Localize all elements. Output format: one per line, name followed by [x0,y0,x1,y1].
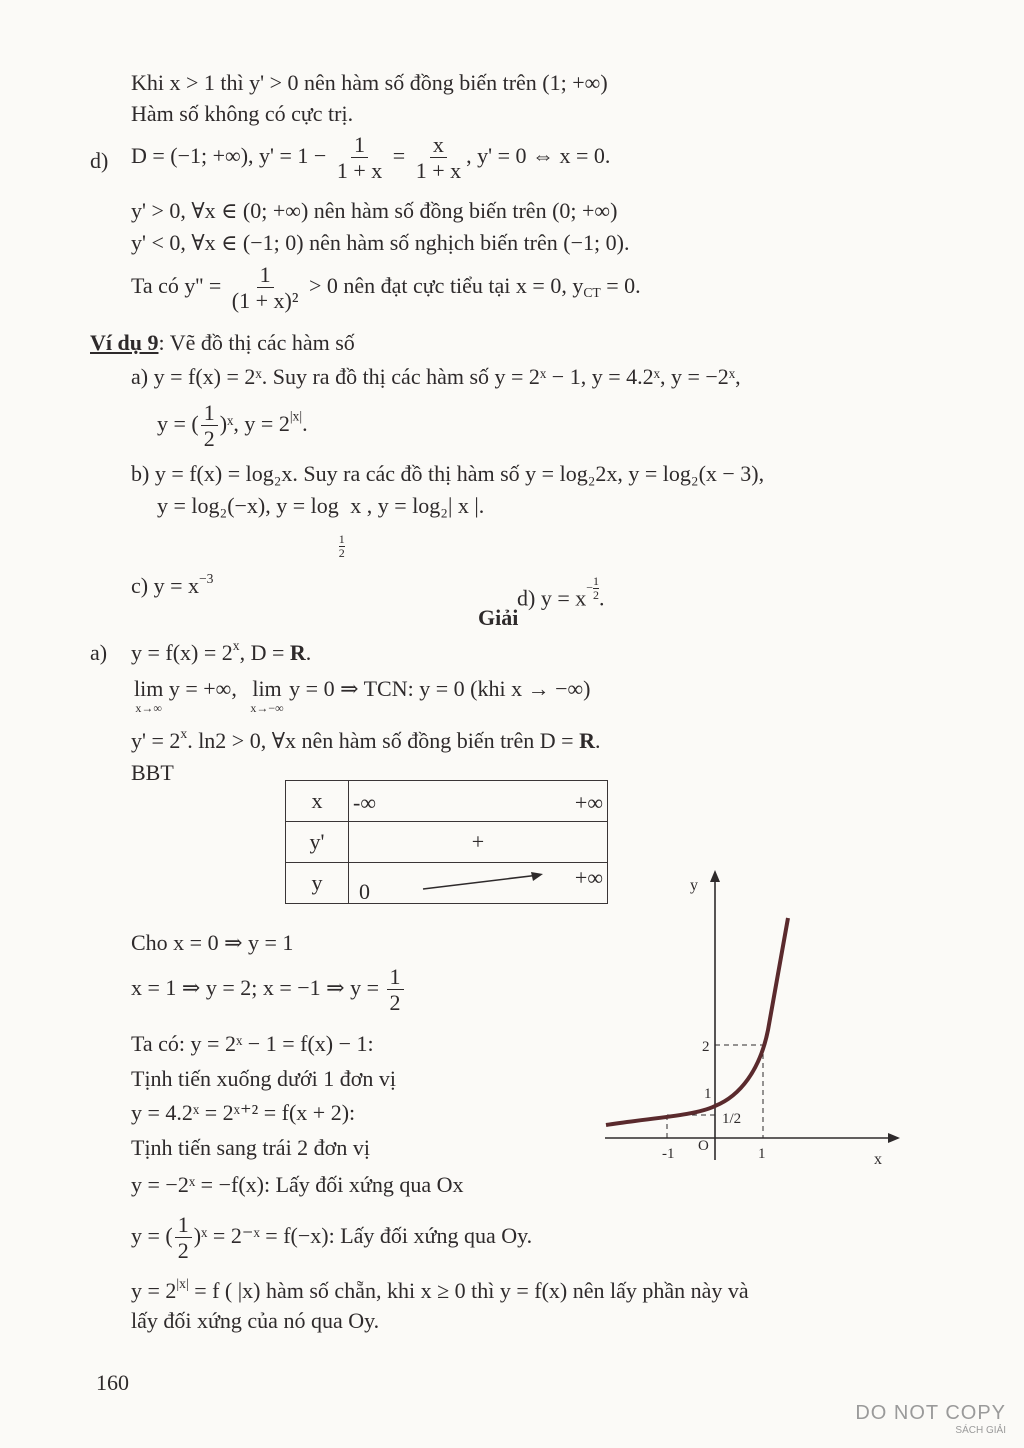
text-line: x = 1 ⇒ y = 2; x = −1 ⇒ y = $\frac{1}{2}$ [131,964,406,1016]
tick-y-2: 2 [702,1039,710,1055]
text-line: a) y = f(x) = 2ˣ. Suy ra đồ thị các hàm số y = 2ˣ − 1, y = 4.2ˣ, y = −2ˣ, [131,364,741,389]
row-x-values: -∞ +∞ [349,781,608,822]
fraction: $\frac{x}{1 + x}$ [415,132,462,184]
row-header-y: y [286,863,349,904]
text-line: Khi x > 1 thì y' > 0 nên hàm số đồng biến trên (1; +∞) [131,70,608,95]
row-header-yprime: y' [286,822,349,863]
text-line: lấy đối xứng của nó qua Oy. [131,1308,380,1333]
text-line: Tịnh tiến xuống dưới 1 đơn vị [131,1066,396,1091]
x-axis-label: x [874,1151,882,1168]
row-header-x: x [286,781,349,822]
tick-half: 1/2 [722,1111,742,1127]
text-line: y' > 0, ∀x ∈ (0; +∞) nên hàm số đồng biến trên (0; +∞) [131,198,618,223]
text-line: Tịnh tiến sang trái 2 đơn vị [131,1135,370,1160]
fraction: $\frac{1}{\text{(1 + x)²}}$ [231,262,299,314]
page-number: 160 [96,1370,129,1395]
fraction: $\frac{1}{1 + x}$ [336,132,383,184]
text-line: c) $y = x^{-3}$ [131,570,214,598]
text-line: d) y = x− $\frac{1}{2}$ . [517,574,605,611]
limit-line: lim x→∞ y = +∞, lim x→−∞ y = 0 ⇒ TCN: y = 0 (khi x → −∞) [134,676,591,715]
solution-heading: Giải [478,605,519,630]
variation-table [285,780,608,904]
tick-x-neg1: -1 [662,1146,675,1162]
text-line: y = ( $\frac{1}{2}$ )ˣ, $y = 2^{|x|}$. [157,400,308,452]
tick-y-1: 1 [704,1086,712,1102]
text-line: y' < 0, ∀x ∈ (−1; 0) nên hàm số nghịch biến trên (−1; 0). [131,230,630,255]
text-line: b) y = f(x) = log₂x. Suy ra các đồ thị hàm số y = log₂2x, y = log₂(x − 3), [131,461,765,486]
row-y-values: 0 +∞ [349,863,608,904]
y-axis-label: y [690,877,698,894]
tick-x-1: 1 [758,1146,766,1162]
derivative-line: D = (−1; +∞), y' = 1 − $\frac{1}{1 + x}$ = $\frac{x}{1 + x}$ , y' = 0 ⇔ x = 0. [131,132,611,184]
exponential-graph [600,860,910,1170]
exponential-curve [606,918,788,1125]
text-line: Ta có: y = 2ˣ − 1 = f(x) − 1: [131,1031,374,1056]
text-line: Hàm số không có cực trị. [131,101,354,126]
text-line: $y' = 2^x$. ln2 > 0, ∀x nên hàm số đồng biến trên D = R. [131,725,601,753]
item-label: d) [90,148,109,173]
item-label: a) [90,640,108,665]
increasing-arrow-icon [419,867,549,893]
second-derivative-line: Ta có y'' = $\frac{1}{\text{(1 + x)²}}$ > 0 nên đạt cực tiểu tại x = 0, $y_{CT} = 0$. [131,262,641,314]
row-yprime-sign: + [349,822,608,863]
text-line: y = ( $\frac{1}{2}$ )ˣ = 2⁻ˣ = f(−x): Lấy đối xứng qua Oy. [131,1212,533,1264]
text-line: y = 4.2ˣ = 2ˣ⁺² = f(x + 2): [131,1100,356,1125]
watermark-logo: DO NOT COPY SÁCH GIẢI [855,1402,1006,1436]
bbt-label: BBT [131,760,174,785]
text-line: $y = f(x) = 2^x$, D = R. [131,637,312,665]
origin-label: O [698,1138,709,1154]
example-title: Ví dụ 9: Vẽ đồ thị các hàm số [90,330,355,355]
text-line: $y = 2^{|x|} = f$ ( |x) hàm số chẵn, khi x ≥ 0 thì y = f(x) nên lấy phần này và [131,1275,749,1303]
text-line: Cho x = 0 ⇒ y = 1 [131,930,294,955]
y-axis-arrow-icon [710,870,720,882]
x-axis-arrow-icon [888,1133,900,1143]
text-line: y = log₂(−x), y = log $\frac{1}{2}$ x , y = log₂| x |. [157,493,485,561]
text-line: y = −2ˣ = −f(x): Lấy đối xứng qua Ox [131,1172,464,1197]
